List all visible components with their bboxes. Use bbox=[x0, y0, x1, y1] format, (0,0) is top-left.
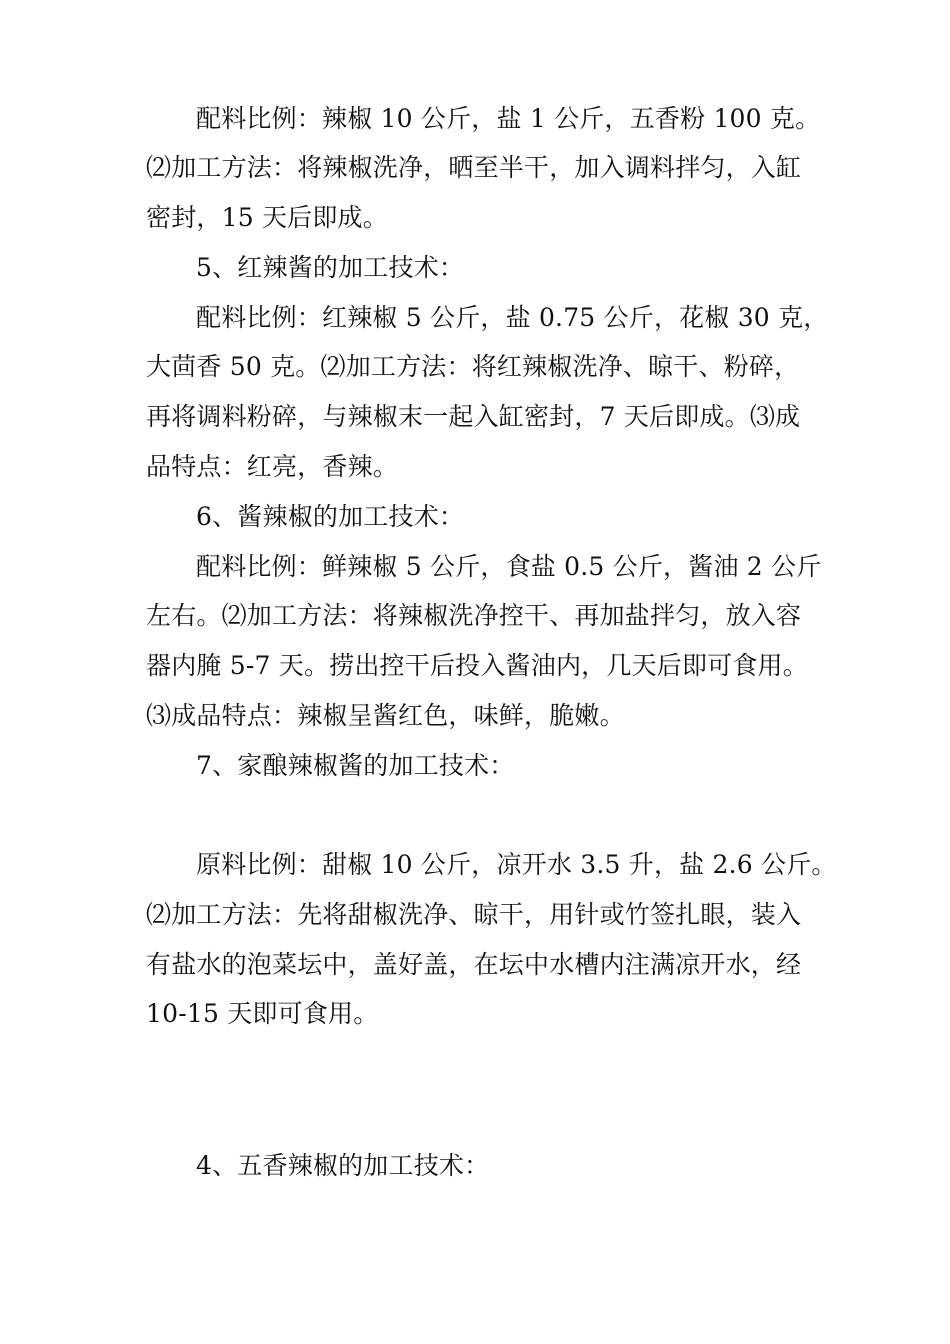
text-line: 配料比例：红辣椒 5 公斤，盐 0.75 公斤，花椒 30 克， bbox=[196, 303, 829, 332]
section-heading: 5、红辣酱的加工技术： bbox=[196, 253, 465, 282]
section-heading: 6、酱辣椒的加工技术： bbox=[196, 502, 465, 531]
text-line: 器内腌 5-7 天。捞出控干后投入酱油内，几天后即可食用。 bbox=[146, 651, 808, 680]
section-heading: 4、五香辣椒的加工技术： bbox=[196, 1151, 490, 1180]
text-line: 10-15 天即可食用。 bbox=[146, 999, 379, 1028]
text-line: 左右。⑵加工方法：将辣椒洗净控干、再加盐拌匀，放入容 bbox=[146, 601, 802, 630]
text-line: ⑵加工方法：先将甜椒洗净、晾干，用针或竹签扎眼，装入 bbox=[146, 900, 802, 929]
text-line: 再将调料粉碎，与辣椒末一起入缸密封，7 天后即成。⑶成 bbox=[146, 402, 801, 431]
text-line: 密封，15 天后即成。 bbox=[146, 203, 388, 232]
text-line: ⑶成品特点：辣椒呈酱红色，味鲜，脆嫩。 bbox=[146, 701, 625, 730]
text-line: ⑵加工方法：将辣椒洗净，晒至半干，加入调料拌匀，入缸 bbox=[146, 153, 802, 182]
text-line: 配料比例：辣椒 10 公斤，盐 1 公斤，五香粉 100 克。 bbox=[196, 104, 821, 133]
text-line: 配料比例：鲜辣椒 5 公斤，食盐 0.5 公斤，酱油 2 公斤 bbox=[196, 552, 822, 581]
section-heading: 7、家酿辣椒酱的加工技术： bbox=[196, 751, 515, 780]
text-line: 原料比例：甜椒 10 公斤，凉开水 3.5 升，盐 2.6 公斤。 bbox=[196, 850, 837, 879]
text-line: 有盐水的泡菜坛中，盖好盖，在坛中水槽内注满凉开水，经 bbox=[146, 950, 802, 979]
text-line: 品特点：红亮，香辣。 bbox=[146, 452, 399, 481]
text-line: 大茴香 50 克。⑵加工方法：将红辣椒洗净、晾干、粉碎， bbox=[146, 352, 800, 381]
